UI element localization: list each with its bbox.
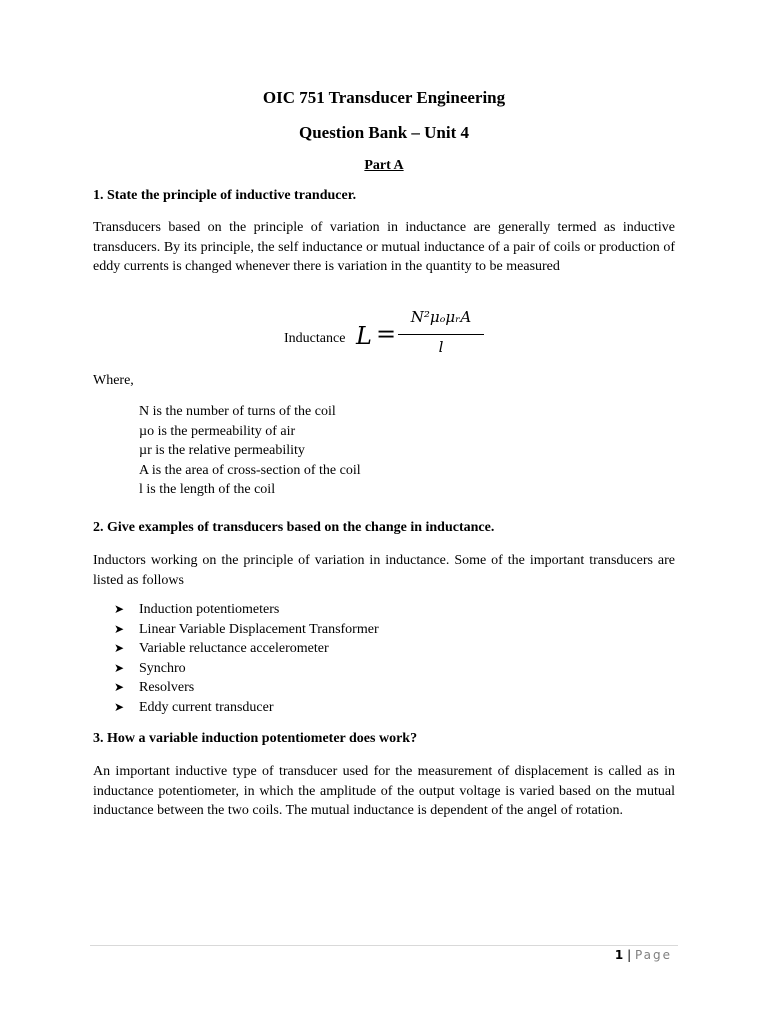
list-item-label: Induction potentiometers xyxy=(139,602,280,617)
where-label: Where, xyxy=(93,373,134,388)
question-2: 2. Give examples of transducers based on the change in inductance. xyxy=(93,520,495,535)
part-heading: Part A xyxy=(364,158,404,173)
arrow-bullet-icon: ➤ xyxy=(114,680,125,694)
formula-lhs: L xyxy=(356,322,372,350)
list-item xyxy=(114,620,379,640)
list-item-label: Linear Variable Displacement Transformer xyxy=(139,621,379,637)
fraction-bar xyxy=(398,334,484,335)
list-item xyxy=(114,678,379,698)
definition-list xyxy=(139,402,361,500)
page-footer xyxy=(615,948,672,962)
answer-2: Inductors working on the principle of variation in inductance. Some of the important transducers are listed as follows xyxy=(93,553,675,588)
list-item xyxy=(114,698,379,718)
formula-fraction xyxy=(398,308,484,356)
answer-3: An important inductive type of transducer used for the measurement of displacement is called as in inductance potentiometer, in which the amplitude of the output voltage is varied based on the mutual inductance between the two coils. The mutual inductance is dependent of the angel of rotation. xyxy=(93,764,675,818)
arrow-bullet-icon: ➤ xyxy=(114,641,125,655)
inductance-formula xyxy=(284,308,524,372)
question-1: 1. State the principle of inductive tranducer. xyxy=(93,188,357,203)
list-item-label: Variable reluctance accelerometer xyxy=(139,641,329,656)
arrow-bullet-icon: ➤ xyxy=(114,621,125,636)
footer-divider xyxy=(90,945,678,946)
definition-item: µo is the permeability of air xyxy=(139,423,296,439)
answer-1: Transducers based on the principle of variation in inductance are generally termed as inductive transducers. By its principle, the self inductance or mutual inductance of a pair of coils or production of eddy currents is changed whenever there is variation in the quantity to be measured xyxy=(93,220,675,274)
definition-item: µr is the relative permeability xyxy=(139,443,305,459)
arrow-bullet-icon: ➤ xyxy=(114,699,125,714)
formula-equals: = xyxy=(376,320,397,348)
list-item-label: Resolvers xyxy=(139,680,195,695)
list-item-label: Synchro xyxy=(139,660,186,676)
question-3: 3. How a variable induction potentiometer does work? xyxy=(93,731,418,746)
formula-denominator: l xyxy=(438,338,444,356)
footer-separator: | xyxy=(627,948,632,962)
transducer-list xyxy=(114,600,379,717)
list-item xyxy=(114,659,379,679)
arrow-bullet-icon: ➤ xyxy=(114,602,125,616)
page-number: 1 xyxy=(614,948,624,962)
definition-item: N is the number of turns of the coil xyxy=(139,404,336,419)
list-item xyxy=(114,600,379,620)
definition-item: A is the area of cross-section of the coil xyxy=(139,462,361,478)
document-title: OIC 751 Transducer Engineering xyxy=(262,88,506,107)
list-item xyxy=(114,639,379,659)
formula-label: Inductance xyxy=(284,331,346,346)
list-item-label: Eddy current transducer xyxy=(139,699,274,715)
page-label: Page xyxy=(634,948,672,962)
formula-numerator: N²μₒμᵣA xyxy=(410,308,472,326)
document-subtitle: Question Bank – Unit 4 xyxy=(298,123,470,142)
arrow-bullet-icon: ➤ xyxy=(114,660,125,675)
definition-item: l is the length of the coil xyxy=(139,482,276,498)
